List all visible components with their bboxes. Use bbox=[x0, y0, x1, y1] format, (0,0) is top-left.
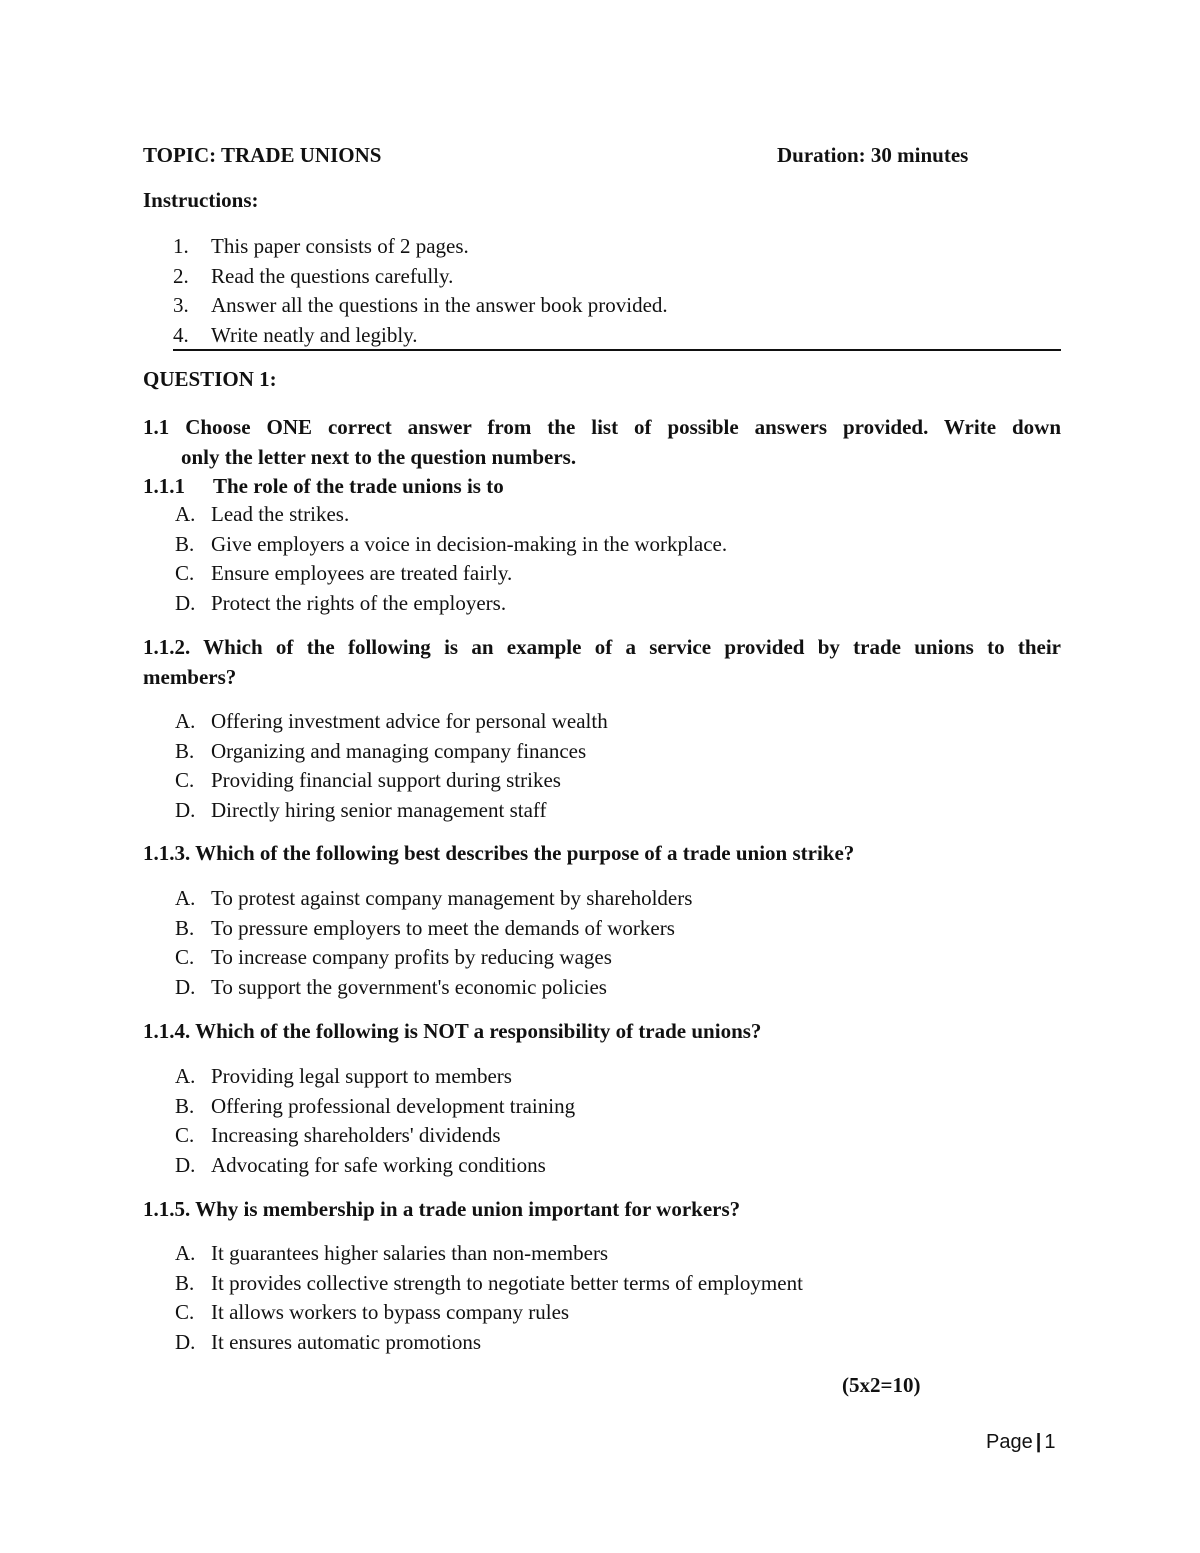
option-item bbox=[175, 1328, 1055, 1358]
option-text: It guarantees higher salaries than non-members bbox=[211, 1241, 609, 1265]
instruction-item bbox=[173, 232, 1073, 262]
option-item bbox=[175, 1298, 1055, 1328]
option-letter: B. bbox=[175, 1093, 195, 1118]
option-letter: A. bbox=[175, 886, 196, 910]
instruction-item bbox=[173, 262, 1073, 292]
option-item bbox=[175, 707, 1055, 737]
page-label: Page bbox=[986, 1431, 1033, 1453]
option-text: To increase company profits by reducing wages bbox=[211, 945, 612, 969]
option-letter: D. bbox=[175, 1152, 196, 1177]
question-text: members? bbox=[143, 665, 237, 689]
option-letter: D. bbox=[175, 974, 196, 999]
option-text: Lead the strikes. bbox=[211, 502, 350, 526]
option-text: To pressure employers to meet the demands of workers bbox=[211, 915, 675, 940]
option-text: Increasing shareholders' dividends bbox=[211, 1123, 501, 1147]
option-text: Providing legal support to members bbox=[211, 1064, 512, 1088]
option-item bbox=[175, 737, 1055, 767]
option-text: Organizing and managing company finances bbox=[211, 738, 587, 763]
option-item bbox=[175, 589, 1055, 619]
question-number: 1.1.1 bbox=[143, 474, 185, 498]
instruction-number: 1. bbox=[173, 234, 189, 258]
question-title bbox=[143, 632, 1061, 692]
option-text: Providing financial support during strikes bbox=[211, 768, 561, 792]
instructions-list bbox=[173, 232, 1073, 350]
option-item bbox=[175, 1062, 1055, 1092]
option-item bbox=[175, 500, 1055, 530]
question-intro-line: 1.1 Choose ONE correct answer from the list of possible answers provided. Write down bbox=[143, 415, 1061, 439]
question-intro bbox=[143, 412, 1061, 472]
option-item bbox=[175, 796, 1055, 826]
options-list bbox=[175, 1239, 1055, 1357]
question-heading: QUESTION 1: bbox=[143, 367, 277, 391]
option-letter: C. bbox=[175, 561, 195, 585]
option-item bbox=[175, 766, 1055, 796]
option-letter: D. bbox=[175, 797, 196, 822]
instruction-number: 3. bbox=[173, 293, 189, 317]
option-item bbox=[175, 1121, 1055, 1151]
option-text: It provides collective strength to negotiate better terms of employment bbox=[211, 1270, 803, 1295]
option-text: Protect the rights of the employers. bbox=[211, 590, 507, 615]
instructions-title: Instructions: bbox=[143, 188, 259, 212]
question-title bbox=[143, 838, 1061, 868]
option-item bbox=[175, 1092, 1055, 1122]
options-list bbox=[175, 500, 1055, 618]
option-letter: C. bbox=[175, 1300, 195, 1324]
option-letter: B. bbox=[175, 738, 195, 763]
option-letter: C. bbox=[175, 1123, 195, 1147]
question-text: The role of the trade unions is to bbox=[213, 474, 504, 498]
option-text: Ensure employees are treated fairly. bbox=[211, 561, 513, 585]
page-separator: | bbox=[1035, 1431, 1042, 1453]
question-title bbox=[143, 471, 1061, 501]
question-text: 1.1.5. Why is membership in a trade union important for workers? bbox=[143, 1197, 741, 1221]
option-item bbox=[175, 914, 1055, 944]
options-list bbox=[175, 884, 1055, 1002]
instruction-text: Answer all the questions in the answer book provided. bbox=[211, 293, 668, 317]
question-text: 1.1.4. Which of the following is NOT a responsibility of trade unions? bbox=[143, 1019, 762, 1043]
option-letter: C. bbox=[175, 945, 195, 969]
question-intro-line: only the letter next to the question numbers. bbox=[181, 445, 577, 469]
instruction-number: 2. bbox=[173, 263, 189, 288]
instruction-text: This paper consists of 2 pages. bbox=[211, 234, 469, 258]
option-text: It allows workers to bypass company rules bbox=[211, 1300, 570, 1324]
question-title bbox=[143, 1016, 1061, 1046]
option-item bbox=[175, 1239, 1055, 1269]
option-letter: D. bbox=[175, 1329, 196, 1354]
option-text: Offering investment advice for personal wealth bbox=[211, 709, 608, 733]
option-letter: A. bbox=[175, 1241, 196, 1265]
instruction-item bbox=[173, 321, 1073, 351]
instruction-item bbox=[173, 291, 1073, 321]
instruction-text: Write neatly and legibly. bbox=[211, 322, 418, 347]
option-item bbox=[175, 1151, 1055, 1181]
duration-label: Duration: 30 minutes bbox=[777, 143, 969, 167]
option-text: Directly hiring senior management staff bbox=[211, 797, 547, 822]
option-item bbox=[175, 884, 1055, 914]
option-text: Give employers a voice in decision-making in the workplace. bbox=[211, 531, 728, 556]
instruction-text: Read the questions carefully. bbox=[211, 263, 454, 288]
option-text: Offering professional development training bbox=[211, 1093, 576, 1118]
option-item bbox=[175, 943, 1055, 973]
option-text: To protest against company management by shareholders bbox=[211, 886, 693, 910]
header-line bbox=[143, 143, 1063, 171]
options-list bbox=[175, 1062, 1055, 1180]
page-footer bbox=[986, 1431, 1055, 1454]
option-letter: A. bbox=[175, 1064, 196, 1088]
instruction-number: 4. bbox=[173, 322, 189, 347]
option-item bbox=[175, 1269, 1055, 1299]
option-item bbox=[175, 530, 1055, 560]
question-text: 1.1.3. Which of the following best describes the purpose of a trade union strike? bbox=[143, 841, 855, 865]
question-text: 1.1.2. Which of the following is an example of a service provided by trade unions to their bbox=[143, 635, 1061, 659]
page-number: 1 bbox=[1044, 1431, 1056, 1453]
option-letter: B. bbox=[175, 531, 195, 556]
option-text: To support the government's economic policies bbox=[211, 974, 607, 999]
topic-title: TOPIC: TRADE UNIONS bbox=[143, 143, 382, 167]
option-letter: A. bbox=[175, 709, 196, 733]
question-title bbox=[143, 1194, 1061, 1224]
options-list bbox=[175, 707, 1055, 825]
option-letter: B. bbox=[175, 915, 195, 940]
option-letter: C. bbox=[175, 768, 195, 792]
section-divider bbox=[173, 349, 1061, 351]
option-item bbox=[175, 973, 1055, 1003]
option-letter: B. bbox=[175, 1270, 195, 1295]
option-text: Advocating for safe working conditions bbox=[211, 1152, 546, 1177]
option-letter: D. bbox=[175, 590, 196, 615]
option-text: It ensures automatic promotions bbox=[211, 1329, 482, 1354]
option-letter: A. bbox=[175, 502, 196, 526]
marks-total: (5x2=10) bbox=[842, 1373, 921, 1397]
option-item bbox=[175, 559, 1055, 589]
